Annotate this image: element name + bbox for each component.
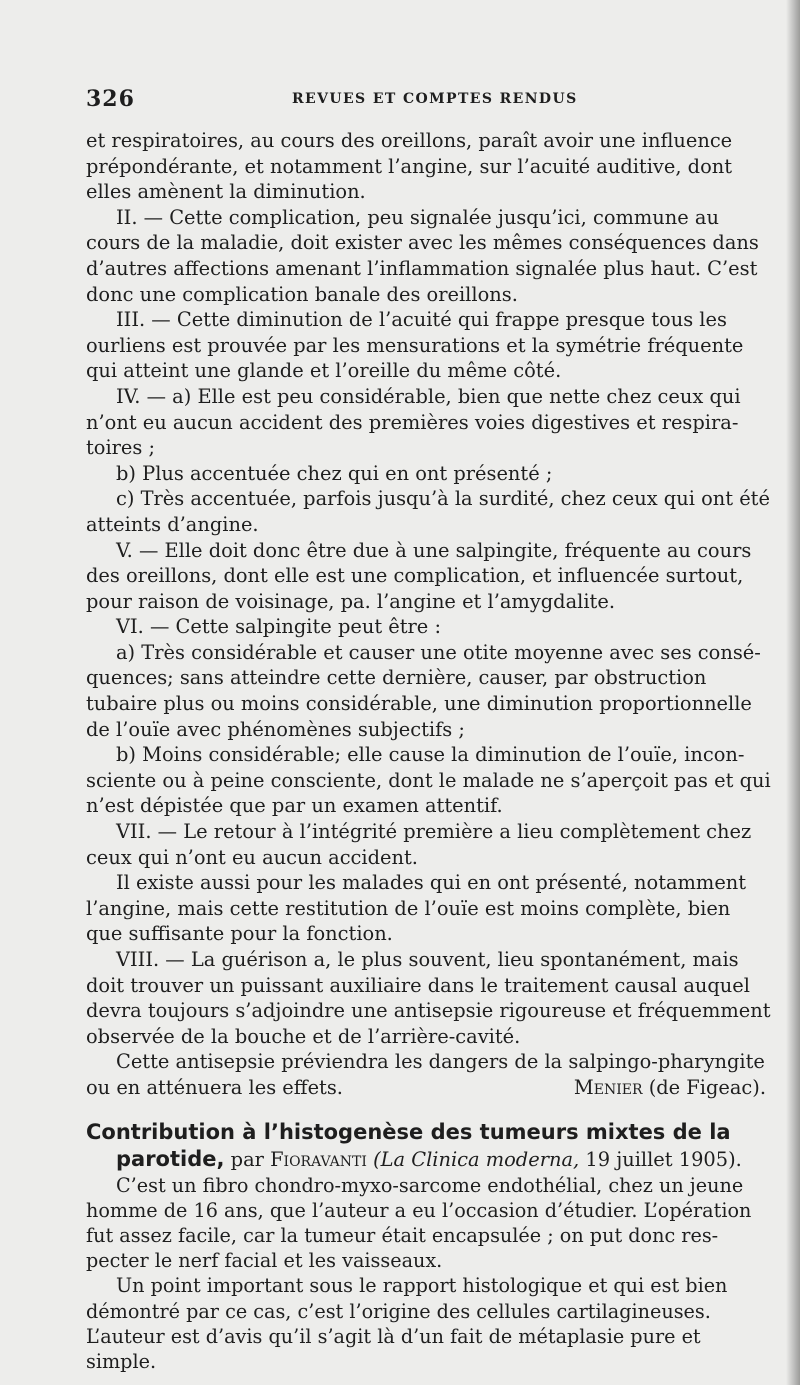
article-citation-line [86,1146,766,1173]
text-line: homme de 16 ans, que l’auteur a eu l’occasion d’étudier. L’opération [86,1198,752,1222]
text-line: qui atteint une glande et l’oreille du même côté. [86,359,562,383]
text-line: pecter le nerf facial et les vaisseaux. [86,1249,443,1273]
author-place: (de Figeac). [648,1075,766,1099]
text-line: toires ; [86,436,156,460]
text-line: Cette antisepsie préviendra les dangers de la salpingo-pharyngite [116,1050,765,1074]
article-title-line [86,1119,766,1146]
running-head: REVUES ET COMPTES RENDUS [292,91,578,107]
text-line: VI. — Cette salpingite peut être : [116,615,441,639]
text-line: VIII. — La guérison a, le plus souvent, lieu spontanément, mais [116,948,739,971]
text-line: L’auteur est d’avis qu’il s’agit là d’un fait de métaplasie pure et [86,1324,701,1348]
text-line: fut assez facile, car la tumeur était encapsulée ; on put donc res- [86,1223,719,1247]
text-line: quences; sans atteindre cette dernière, causer, par obstruction [86,666,707,690]
text-line: n’ont eu aucun accident des premières voies digestives et respira- [86,410,739,434]
text-line: b) Moins considérable; elle cause la diminution de l’ouïe, incon- [116,743,745,767]
text-line: b) Plus accentuée chez qui en ont présenté ; [116,461,553,485]
text-line: ou en atténuera les effets. [86,1075,343,1099]
text-line: C’est un fibro chondro-myxo-sarcome endothélial, chez un jeune [116,1173,744,1197]
article-by: par [230,1147,264,1171]
page-number: 326 [86,86,135,112]
text-line: démontré par ce cas, c’est l’origine des cellules cartilagineuses. [86,1299,711,1323]
text-line: l’angine, mais cette restitution de l’ouïe est moins complète, bien [86,896,731,920]
text-line: V. — Elle doit donc être due à une salpingite, fréquente au cours [116,538,752,562]
text-line: IV. — a) Elle est peu considérable, bien que nette chez ceux qui [116,384,741,408]
text-line: Il existe aussi pour les malades qui en ont présenté, notamment [116,871,747,895]
article-title-cont: parotide, [116,1146,225,1171]
text-line: n’est dépistée que par un examen attentif. [86,794,503,818]
text-line: doit trouver un puissant auxiliaire dans le traitement causal auquel [86,973,750,997]
text-line: atteints d’angine. [86,512,259,536]
text-line: d’autres affections amenant l’inflammation signalée plus haut. C’est [86,256,758,280]
text-line: devra toujours s’adjoindre une antisepsie rigoureuse et fréquemment [86,999,771,1023]
text-line: et respiratoires, au cours des oreillons, paraît avoir une influence [86,129,733,152]
text-line: sciente ou à peine consciente, dont le malade ne s’aperçoit pas et qui [86,768,771,792]
text-line: de l’ouïe avec phénomènes subjectifs ; [86,717,465,741]
text-line: observée de la bouche et de l’arrière-cavité. [86,1024,521,1048]
text-line: III. — Cette diminution de l’acuité qui frappe presque tous les [116,308,727,332]
review-fioravanti [86,1119,766,1375]
review-menier [86,128,771,1101]
text-line: ourliens est prouvée par les mensurations et la symétrie fréquente [86,333,744,357]
article-journal: (La Clinica moderna, [373,1147,580,1171]
signature-line [86,1075,766,1101]
page-header [0,86,800,116]
text-line: elles amènent la diminution. [86,180,366,204]
text-line: des oreillons, dont elle est une complication, et influencée surtout, [86,564,744,588]
text-line: tubaire plus ou moins considérable, une diminution proportionnelle [86,692,752,716]
text-line: a) Très considérable et causer une otite moyenne avec ses consé- [116,640,761,664]
text-line: ceux qui n’ont eu aucun accident. [86,845,418,869]
text-line: II. — Cette complication, peu signalée jusqu’ici, commune au [116,205,719,229]
article-date: 19 juillet 1905). [585,1147,742,1171]
article-author: Fioravanti [270,1147,367,1171]
author-name: Menier [573,1075,643,1099]
signature [574,1075,766,1101]
text-line: pour raison de voisinage, pa. l’angine et l’amygdalite. [86,589,615,613]
page-edge-shadow [786,0,800,1385]
text-line: VII. — Le retour à l’intégrité première a lieu complètement chez [116,820,752,844]
text-line: donc une complication banale des oreillons. [86,282,518,306]
text-line: Un point important sous le rapport histologique et qui est bien [116,1274,728,1298]
text-line: simple. [86,1349,157,1373]
text-line: prépondérante, et notamment l’angine, sur l’acuité auditive, dont [86,154,733,178]
text-line: cours de la maladie, doit exister avec les mêmes conséquences dans [86,231,759,255]
page-body [86,128,771,1374]
article-title: Contribution à l’histogenèse des tumeurs mixtes de la [86,1119,731,1144]
text-line: que suffisante pour la fonction. [86,922,393,946]
text-line: c) Très accentuée, parfois jusqu’à la surdité, chez ceux qui ont été [116,487,770,511]
